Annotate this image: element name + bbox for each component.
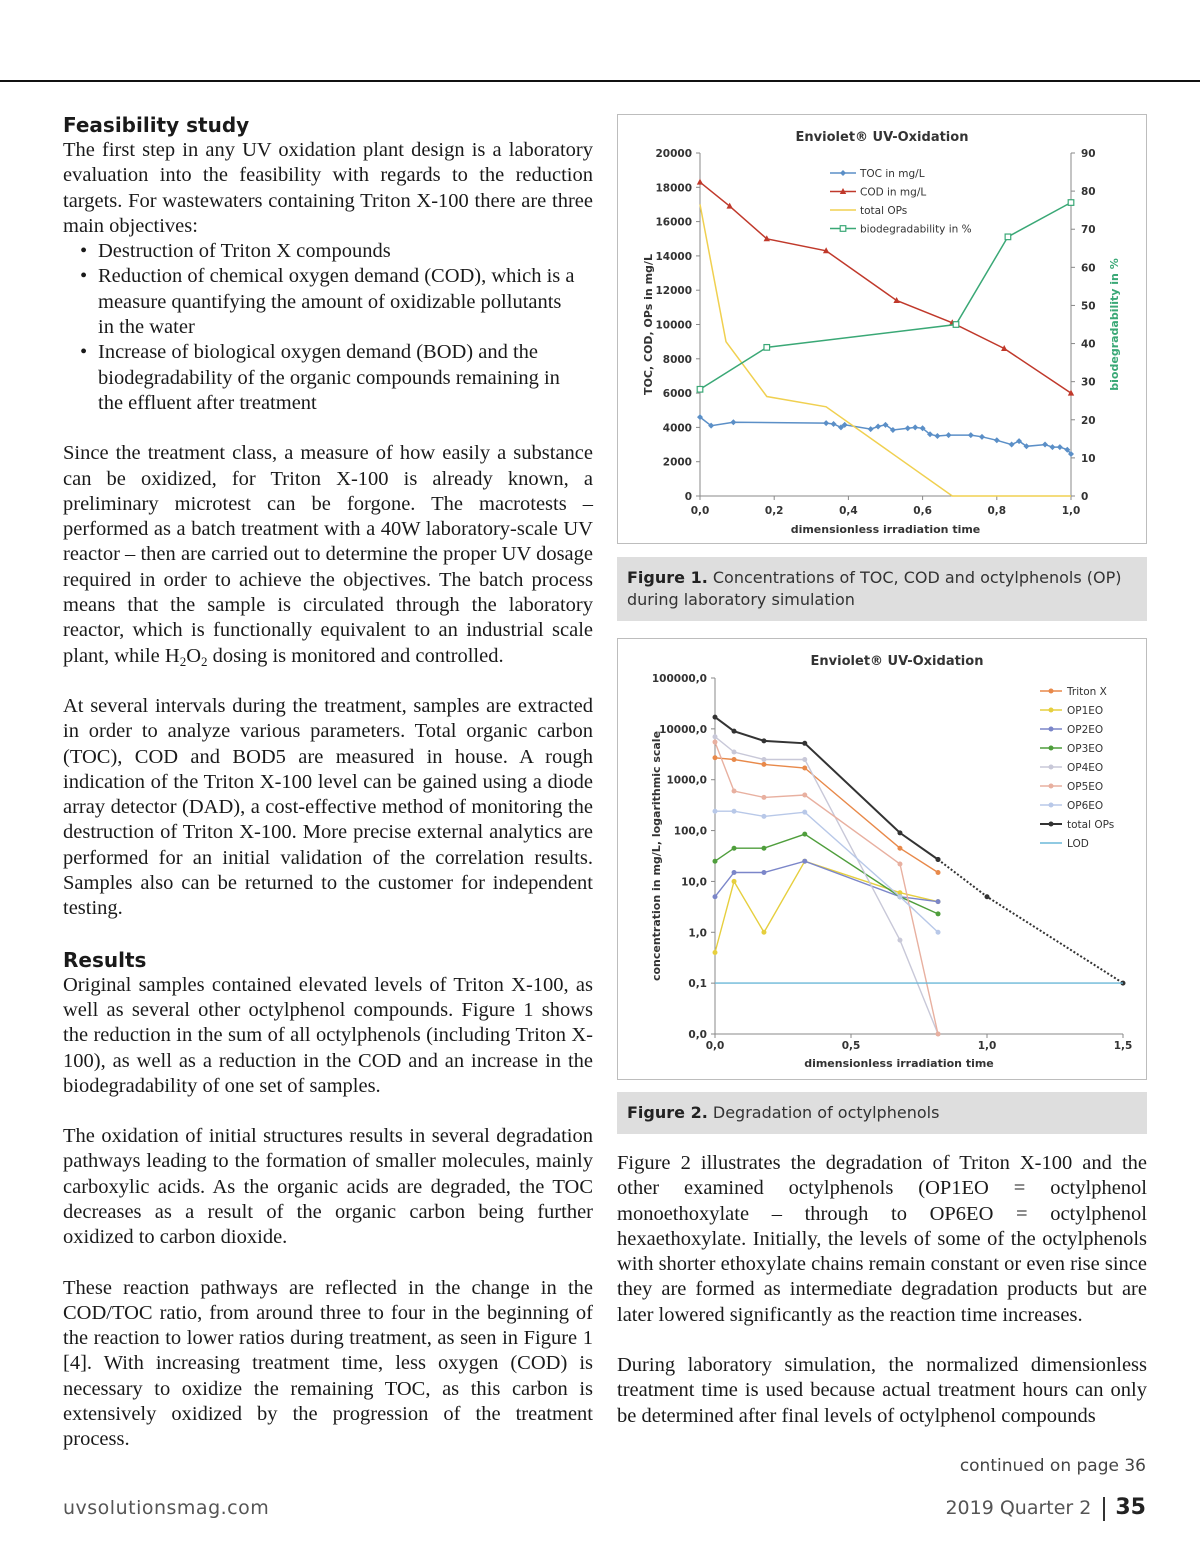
y-tick-label: 4000 (662, 422, 692, 435)
legend-label: LOD (1067, 838, 1089, 850)
legend-marker (1049, 822, 1054, 827)
y-tick-label: 1000,0 (666, 774, 707, 787)
data-point (802, 832, 807, 837)
figure1-svg (618, 115, 1146, 543)
data-point (761, 757, 766, 762)
legend-label: OP3EO (1067, 743, 1104, 755)
legend-label: OP6EO (1067, 800, 1104, 812)
data-point (1057, 444, 1063, 450)
x-tick-label: 1,0 (977, 1040, 997, 1052)
right-column (617, 114, 1147, 1429)
y-tick-label: 14000 (655, 250, 692, 263)
data-point (1009, 442, 1015, 448)
data-point (732, 846, 737, 851)
paragraph-intervals: At several intervals during the treatment, samples are extracted in order to analyze various parameters. Total organic carbon (TOC), COD and BOD5 are measured in house. A rough indication of the Triton X-100 level can be gained using a diode array detector (DAD), a cost-effective method of monitoring the destruction of Triton X-100. More precise external analytics are performed for an initial validation of the correlation results. Samples also can be returned to the customer for independent testing. (63, 694, 593, 920)
y-tick-label: 100,0 (673, 825, 707, 838)
data-point (934, 433, 940, 439)
data-point (893, 297, 899, 303)
data-point (730, 419, 736, 425)
data-point (761, 930, 766, 935)
extrapolation-line (938, 860, 1123, 984)
data-point (897, 830, 902, 835)
y2-tick-label: 20 (1081, 414, 1096, 427)
y-tick-label: 10000,0 (659, 723, 707, 736)
series-line-3 (715, 834, 938, 914)
series-line-0 (715, 758, 938, 873)
data-point (761, 795, 766, 800)
y2-tick-label: 0 (1081, 491, 1089, 503)
footer-issue (945, 1495, 1146, 1521)
x-tick-label: 0,0 (705, 1040, 725, 1052)
y-tick-label: 16000 (655, 216, 692, 229)
data-point (713, 740, 718, 745)
y2-tick-label: 50 (1081, 300, 1096, 313)
legend-marker (1049, 803, 1054, 808)
data-point (905, 425, 911, 431)
y-tick-label: 20000 (655, 148, 692, 160)
x-tick-label: 0,4 (839, 505, 858, 517)
data-point (732, 788, 737, 793)
y-tick-label: 100000,0 (651, 673, 707, 685)
feasibility-heading: Feasibility study (63, 113, 250, 137)
data-point (868, 426, 874, 432)
data-point (953, 322, 959, 328)
y-axis-label: TOC, COD, OPs in mg/L (642, 254, 655, 395)
chart-title: Enviolet® UV-Oxidation (795, 130, 969, 145)
continued-note: continued on page 36 (959, 1456, 1146, 1476)
figure1-caption (617, 557, 1147, 621)
data-point (994, 437, 1000, 443)
data-point (936, 870, 941, 875)
y-tick-label: 8000 (662, 353, 692, 366)
figure2-svg (618, 639, 1146, 1079)
paragraph-results: Original samples contained elevated levels of Triton X-100, as well as several other octylphenol compounds. Figure 1 shows the reduction in the sum of all octylphenols (including Triton X-100), as well as a reduction in the COD and an increase in the biodegradability of one set of samples. (63, 973, 593, 1097)
data-point (979, 434, 985, 440)
data-point (897, 846, 902, 851)
x-axis-label: dimensionless irradiation time (804, 1057, 994, 1070)
series-line-6 (715, 811, 938, 932)
legend-label: biodegradability in % (860, 223, 972, 236)
data-point (764, 345, 770, 351)
y2-axis-label: biodegradability in % (1108, 258, 1121, 391)
x-tick-label: 0,8 (987, 505, 1007, 517)
list-item: • Reduction of chemical oxygen demand (COD), which is a measure quantifying the amount of oxidizable pollutants in the water (98, 264, 593, 340)
data-point (732, 870, 737, 875)
legend-marker (1049, 689, 1054, 694)
y-tick-label: 1,0 (688, 927, 707, 940)
data-point (802, 793, 807, 798)
list-item: • Destruction of Triton X compounds (98, 239, 593, 264)
series-line-7 (715, 717, 938, 859)
paragraph-intro: The first step in any UV oxidation plant design is a laboratory evaluation into the feasibility with regards to the reduction targets. For wastewaters containing Triton X-100 there are three main objectives: (63, 139, 593, 237)
y-tick-label: 0 (684, 491, 692, 503)
data-point (936, 930, 941, 935)
data-point (732, 757, 737, 762)
figure1-chart (617, 114, 1147, 544)
data-point (1068, 200, 1074, 206)
legend-label: OP5EO (1067, 781, 1104, 793)
data-point (946, 432, 952, 438)
legend-label: total OPs (1067, 819, 1115, 831)
data-point (697, 386, 703, 392)
data-point (761, 814, 766, 819)
legend-label: OP4EO (1067, 762, 1104, 774)
p2-o: O (186, 644, 202, 667)
footer-website[interactable]: uvsolutionsmag.com (63, 1497, 270, 1519)
legend-label: OP2EO (1067, 724, 1104, 736)
data-point (802, 741, 807, 746)
figure1-caption-text: Concentrations of TOC, COD and octylphenols (OP) during laboratory simulation (627, 568, 1122, 609)
legend-marker (840, 170, 846, 176)
data-point (713, 809, 718, 814)
legend-label: COD in mg/L (860, 186, 927, 199)
data-point (761, 762, 766, 767)
data-point (802, 765, 807, 770)
data-point (713, 755, 718, 760)
paragraph-pathways: These reaction pathways are reflected in the change in the COD/TOC ratio, from around three to four in the beginning of the reaction to lower ratios during treatment, as seen in Figure 1 [4]. With increasing treatment time, less oxygen (COD) is necessary to oxidize the remaining TOC, as this carbon is extensively oxidized by the progression of the treatment process. (63, 1276, 593, 1451)
paragraph-macrotests (63, 441, 593, 669)
series-line-2 (700, 204, 1071, 496)
data-point (1042, 442, 1048, 448)
p2-text: Since the treatment class, a measure of how easily a substance can be oxidized, for Triton X-100 is already known, a preliminary microtest can be forgone. The macrotests – performed as a batch treatment with a 40W laboratory-scale UV reactor – then are carried out to determine the proper UV dosage required in order to achieve the objectives. The batch process means that the sample is circulated through the laboratory reactor, which is functionally equivalent to an industrial scale plant, while H (63, 442, 593, 667)
y2-tick-label: 30 (1081, 376, 1096, 389)
data-point (802, 810, 807, 815)
x-tick-label: 0,0 (690, 505, 710, 517)
data-point (831, 421, 837, 427)
data-point (897, 938, 902, 943)
legend-marker (1049, 746, 1054, 751)
extrapolation-point (936, 857, 941, 862)
x-tick-label: 1,5 (1113, 1040, 1133, 1052)
data-point (713, 715, 718, 720)
y-tick-label: 10,0 (681, 876, 707, 889)
p2-text-end: dosing is monitored and controlled. (207, 644, 504, 667)
data-point (912, 424, 918, 430)
data-point (761, 738, 766, 743)
y-tick-label: 6000 (662, 388, 692, 401)
x-tick-label: 0,6 (913, 505, 932, 517)
legend-marker (1049, 727, 1054, 732)
legend-label: total OPs (860, 205, 908, 217)
paragraph-simulation: During laboratory simulation, the normalized dimensionless treatment time is used because actual treatment hours can only be determined after final levels of octylphenol compounds (617, 1354, 1147, 1427)
data-point (823, 420, 829, 426)
p2-sub2: 2 (201, 653, 208, 669)
data-point (802, 859, 807, 864)
data-point (897, 862, 902, 867)
x-tick-label: 0,2 (764, 505, 784, 517)
data-point (761, 846, 766, 851)
data-point (936, 899, 941, 904)
data-point (1005, 234, 1011, 240)
legend-marker (1049, 765, 1054, 770)
data-point (713, 734, 718, 739)
data-point (761, 870, 766, 875)
data-point (1049, 444, 1055, 450)
data-point (713, 950, 718, 955)
data-point (897, 894, 902, 899)
chart-title: Enviolet® UV-Oxidation (810, 654, 984, 669)
y2-tick-label: 40 (1081, 338, 1096, 351)
figure2-caption (617, 1092, 1147, 1134)
data-point (936, 911, 941, 916)
figure1-label: Figure 1. (627, 568, 708, 587)
data-point (875, 424, 881, 430)
series-line-1 (715, 861, 938, 952)
data-point (713, 894, 718, 899)
legend-marker (1049, 708, 1054, 713)
figure2-label: Figure 2. (627, 1103, 708, 1122)
paragraph-oxidation: The oxidation of initial structures results in several degradation pathways leading to the formation of smaller molecules, mainly carboxylic acids. As the organic acids are degraded, the TOC decreases as a result of the organic carbon being further oxidized to carbon dioxide. (63, 1125, 593, 1249)
y2-tick-label: 90 (1081, 148, 1096, 160)
data-point (1068, 390, 1074, 396)
y2-tick-label: 60 (1081, 262, 1096, 275)
y-tick-label: 0,1 (688, 978, 707, 991)
legend-marker (1049, 784, 1054, 789)
data-point (936, 1032, 941, 1037)
page-number: 35 (1115, 1495, 1146, 1520)
left-column (63, 112, 593, 1453)
data-point (732, 809, 737, 814)
legend-label: Triton X (1067, 686, 1107, 698)
issue-label: 2019 Quarter 2 (945, 1497, 1092, 1519)
extrapolation-point (985, 894, 990, 899)
list-item: • Increase of biological oxygen demand (BOD) and the biodegradability of the organic compounds remaining in the effluent after treatment (98, 340, 593, 416)
data-point (968, 432, 974, 438)
paragraph-figure2: Figure 2 illustrates the degradation of Triton X-100 and the other examined octylphenols (OP1EO = octylphenol monoethoxylate – through to OP6EO = octylphenol hexaethoxylate. Initially, the levels of some of the octylphenols with shorter ethoxylate chains remain constant or even rise since they are formed as intermediate degradation products but are later lowered significantly as the reaction time increases. (617, 1152, 1147, 1326)
legend-label: OP1EO (1067, 705, 1104, 717)
y-axis-label: concentration in mg/L, logarithmic scale (650, 730, 663, 982)
figure2-caption-text: Degradation of octylphenols (712, 1103, 940, 1122)
data-point (802, 757, 807, 762)
data-point (732, 750, 737, 755)
header-rule (0, 80, 1200, 82)
y-tick-label: 18000 (655, 182, 692, 195)
x-axis-label: dimensionless irradiation time (790, 523, 981, 536)
data-point (732, 729, 737, 734)
y2-tick-label: 80 (1081, 186, 1096, 199)
data-point (697, 179, 703, 185)
y-tick-label: 0,0 (688, 1029, 707, 1041)
p2-sub1: 2 (179, 653, 187, 669)
objectives-list (63, 239, 593, 416)
data-point (732, 879, 737, 884)
figure2-chart (617, 638, 1147, 1080)
results-heading: Results (63, 947, 147, 972)
y2-tick-label: 70 (1081, 224, 1096, 237)
y2-tick-label: 10 (1081, 452, 1096, 465)
y-tick-label: 12000 (655, 285, 692, 298)
y-tick-label: 2000 (662, 456, 692, 469)
legend-marker (840, 226, 846, 232)
x-tick-label: 1,0 (1061, 505, 1081, 517)
legend-label: TOC in mg/L (860, 168, 925, 180)
data-point (713, 859, 718, 864)
y-tick-label: 10000 (655, 319, 692, 332)
x-tick-label: 0,5 (841, 1040, 861, 1052)
